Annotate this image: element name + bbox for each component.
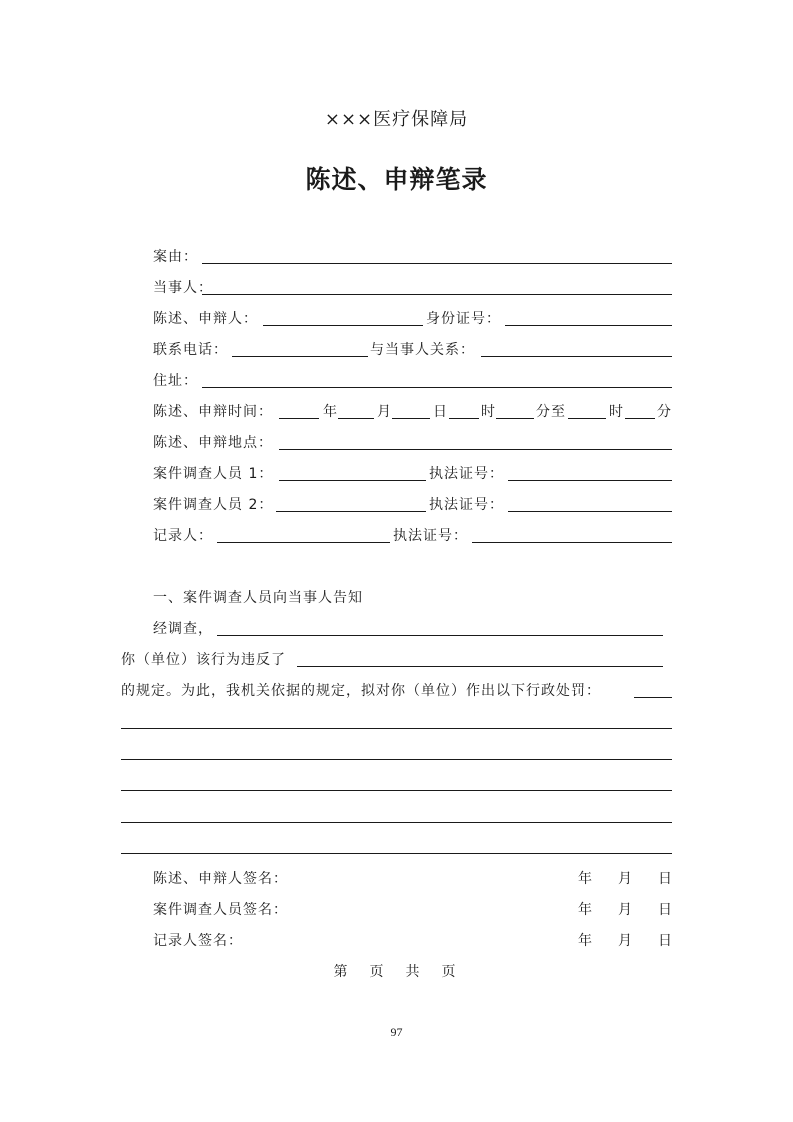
signature-year: 年 (578, 933, 593, 949)
investigator2-label: 案件调查人员 2： (153, 497, 274, 513)
page-number: 97 (390, 1025, 403, 1039)
signature-day: 日 (658, 902, 673, 918)
notice-line3-blank[interactable] (634, 697, 672, 698)
signature-year: 年 (578, 902, 593, 918)
notice-line2-text: 你（单位）该行为违反了 (121, 652, 286, 668)
signature-label: 陈述、申辩人签名： (153, 871, 288, 887)
id-number-line[interactable] (505, 325, 672, 326)
location-label: 陈述、申辩地点： (153, 435, 273, 451)
location-line[interactable] (279, 449, 672, 450)
signature-month: 月 (618, 902, 633, 918)
investigator1-enforcement-label: 执法证号： (429, 466, 504, 482)
signature-label: 案件调查人员签名： (153, 902, 288, 918)
signature-month: 月 (618, 871, 633, 887)
id-number-label: 身份证号： (426, 311, 501, 327)
penalty-line-2[interactable] (121, 759, 672, 760)
time-hour2-text: 时 (609, 404, 624, 420)
investigator1-line[interactable] (279, 480, 426, 481)
party-label: 当事人： (153, 280, 213, 296)
time-month-line[interactable] (338, 418, 374, 419)
investigator2-line[interactable] (276, 511, 426, 512)
investigator1-label: 案件调查人员 1： (153, 466, 274, 482)
party-line[interactable] (202, 294, 672, 295)
address-label: 住址： (153, 373, 198, 389)
investigator1-enforcement-line[interactable] (508, 480, 672, 481)
time-minute-to-text: 分至 (536, 404, 566, 420)
notice-heading: 一、案件调查人员向当事人告知 (153, 590, 363, 606)
statement-person-line[interactable] (263, 325, 423, 326)
case-reason-label: 案由： (153, 249, 198, 265)
page-of-text: 第 页 共 页 (333, 964, 460, 980)
signature-day: 日 (658, 871, 673, 887)
statement-person-label: 陈述、申辩人： (153, 311, 258, 327)
time-day-text: 日 (433, 404, 448, 420)
recorder-line[interactable] (217, 542, 390, 543)
page-title: 陈述、申辩笔录 (305, 165, 488, 194)
time-hour2-line[interactable] (568, 418, 606, 419)
time-minute2-line[interactable] (625, 418, 655, 419)
address-line[interactable] (202, 387, 672, 388)
time-year-text: 年 (323, 404, 338, 420)
contact-phone-line[interactable] (232, 356, 368, 357)
case-reason-line[interactable] (202, 263, 672, 264)
time-hour-text: 时 (481, 404, 496, 420)
penalty-line-5[interactable] (121, 853, 672, 854)
recorder-enforcement-line[interactable] (472, 542, 672, 543)
signature-label: 记录人签名： (153, 933, 243, 949)
signature-month: 月 (618, 933, 633, 949)
signature-year: 年 (578, 871, 593, 887)
investigator2-enforcement-line[interactable] (508, 511, 672, 512)
signature-day: 日 (658, 933, 673, 949)
time-hour-line[interactable] (449, 418, 479, 419)
time-label: 陈述、申辩时间： (153, 404, 273, 420)
penalty-line-3[interactable] (121, 790, 672, 791)
notice-line2-blank[interactable] (297, 666, 663, 667)
recorder-enforcement-label: 执法证号： (393, 528, 468, 544)
relation-label: 与当事人关系： (370, 342, 475, 358)
time-month-text: 月 (377, 404, 392, 420)
recorder-label: 记录人： (153, 528, 213, 544)
time-minute-line[interactable] (496, 418, 534, 419)
time-year-line[interactable] (279, 418, 319, 419)
agency-name: ×××医疗保障局 (324, 109, 469, 130)
time-minute2-text: 分 (657, 404, 672, 420)
penalty-line-1[interactable] (121, 728, 672, 729)
time-day-line[interactable] (392, 418, 430, 419)
notice-line1-text: 经调查， (153, 621, 213, 637)
contact-phone-label: 联系电话： (153, 342, 228, 358)
penalty-line-4[interactable] (121, 822, 672, 823)
notice-line3-text: 的规定。为此，我机关依据的规定，拟对你（单位）作出以下行政处罚： (121, 683, 601, 699)
investigator2-enforcement-label: 执法证号： (429, 497, 504, 513)
notice-line1-blank[interactable] (217, 635, 663, 636)
relation-line[interactable] (481, 356, 672, 357)
